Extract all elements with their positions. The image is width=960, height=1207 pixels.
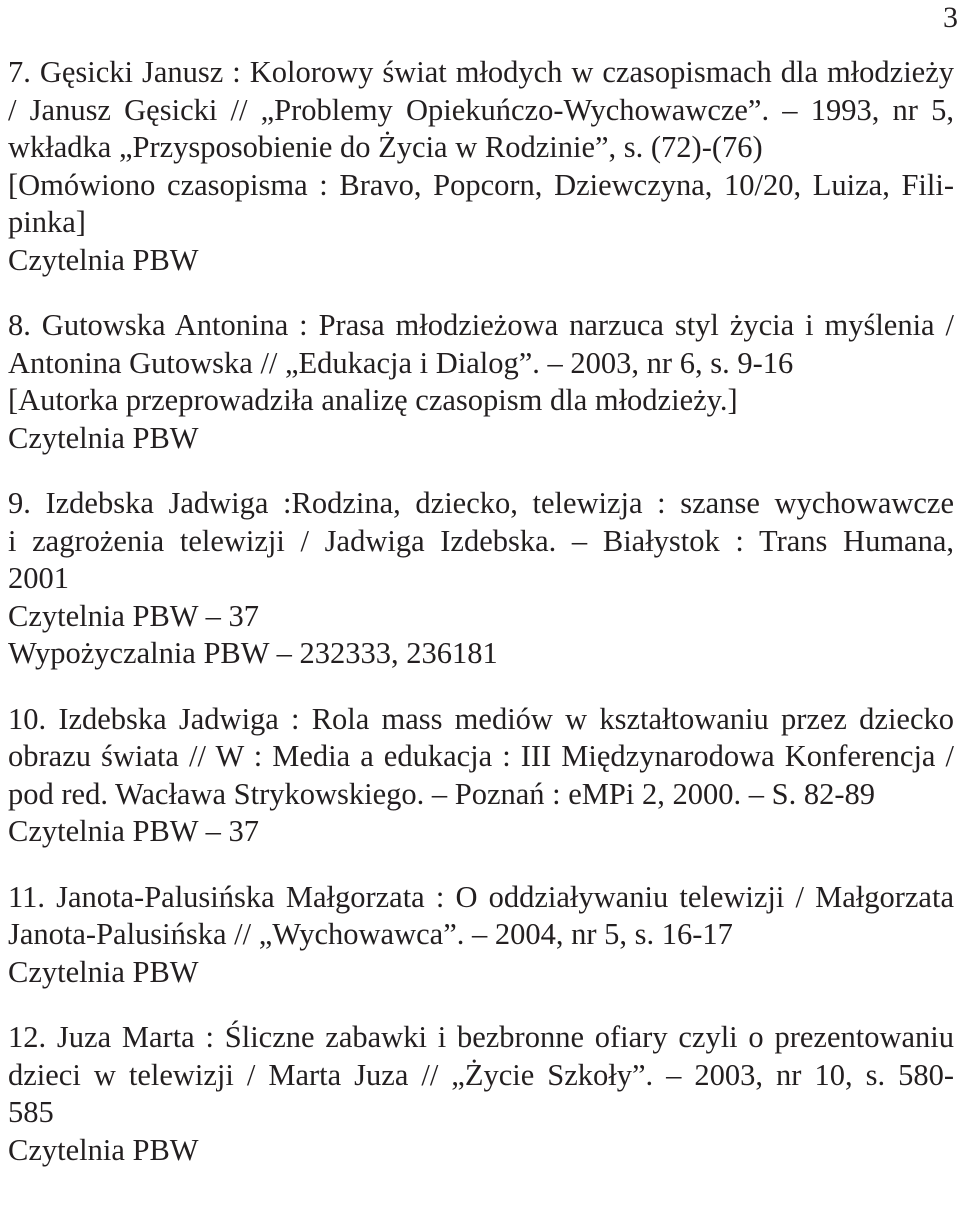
entry-text-line: 11. Janota-Palusińska Małgorzata : O oddziaływaniu telewizji / Małgorzata <box>8 879 954 914</box>
library-location: Czytelnia PBW – 37 <box>8 598 260 633</box>
entry-text-line: pod red. Wacława Strykowskiego. – Poznań : eMPi 2, 2000. – S. 82-89 <box>8 776 875 811</box>
page-number: 3 <box>943 1 958 34</box>
entry-text-line: 9. Izdebska Jadwiga :Rodzina, dziecko, telewizja : szanse wychowawcze <box>8 486 954 520</box>
bibliography-entry-9 <box>8 485 954 673</box>
entry-text-line: 7. Gęsicki Janusz : Kolorowy świat młodych w czasopismach dla młodzieży <box>8 55 954 89</box>
entry-text-line: [Omówiono czasopisma : Bravo, Popcorn, Dziewczyna, 10/20, Luiza, Fili- <box>8 167 954 202</box>
bibliography-entry-10 <box>8 701 954 851</box>
bibliography-entry-11 <box>8 879 954 992</box>
entry-text-line: obrazu świata // W : Media a edukacja : III Międzynarodowa Konferencja / <box>8 739 954 773</box>
entry-text-line: pinka] <box>8 205 86 239</box>
entry-text-line: Antonina Gutowska // „Edukacja i Dialog”. – 2003, nr 6, s. 9-16 <box>8 345 794 380</box>
entry-text-line: 12. Juza Marta : Śliczne zabawki i bezbronne ofiary czyli o prezentowaniu <box>8 1020 954 1054</box>
bibliography-entry-7 <box>8 54 954 279</box>
entry-text-line: [Autorka przeprowadziła analizę czasopism dla młodzieży.] <box>8 383 738 417</box>
entry-text-line: i zagrożenia telewizji / Jadwiga Izdebska. – Białystok : Trans Humana, <box>8 523 954 558</box>
bibliography-entry-12 <box>8 1019 954 1169</box>
bibliography-list <box>8 54 954 1197</box>
library-location: Czytelnia PBW <box>8 420 199 455</box>
entry-text-line: wkładka „Przysposobienie do Życia w Rodzinie”, s. (72)-(76) <box>8 130 763 164</box>
bibliography-entry-8 <box>8 307 954 457</box>
entry-text-line: 585 <box>8 1095 54 1129</box>
library-location: Czytelnia PBW – 37 <box>8 814 260 848</box>
library-location: Czytelnia PBW <box>8 954 199 989</box>
entry-text-line: 8. Gutowska Antonina : Prasa młodzieżowa narzuca styl życia i myślenia / <box>8 308 954 342</box>
entry-text-line: 10. Izdebska Jadwiga : Rola mass mediów w kształtowaniu przez dziecko <box>8 701 954 736</box>
library-location: Czytelnia PBW <box>8 1132 199 1167</box>
library-location: Wypożyczalnia PBW – 232333, 236181 <box>8 636 498 670</box>
entry-text-line: dzieci w telewizji / Marta Juza // „Życie Szkoły”. – 2003, nr 10, s. 580- <box>8 1057 954 1092</box>
library-location: Czytelnia PBW <box>8 242 199 277</box>
entry-text-line: / Janusz Gęsicki // „Problemy Opiekuńczo-Wychowawcze”. – 1993, nr 5, <box>8 92 954 127</box>
entry-text-line: 2001 <box>8 561 69 595</box>
entry-text-line: Janota-Palusińska // „Wychowawca”. – 2004, nr 5, s. 16-17 <box>8 917 733 951</box>
